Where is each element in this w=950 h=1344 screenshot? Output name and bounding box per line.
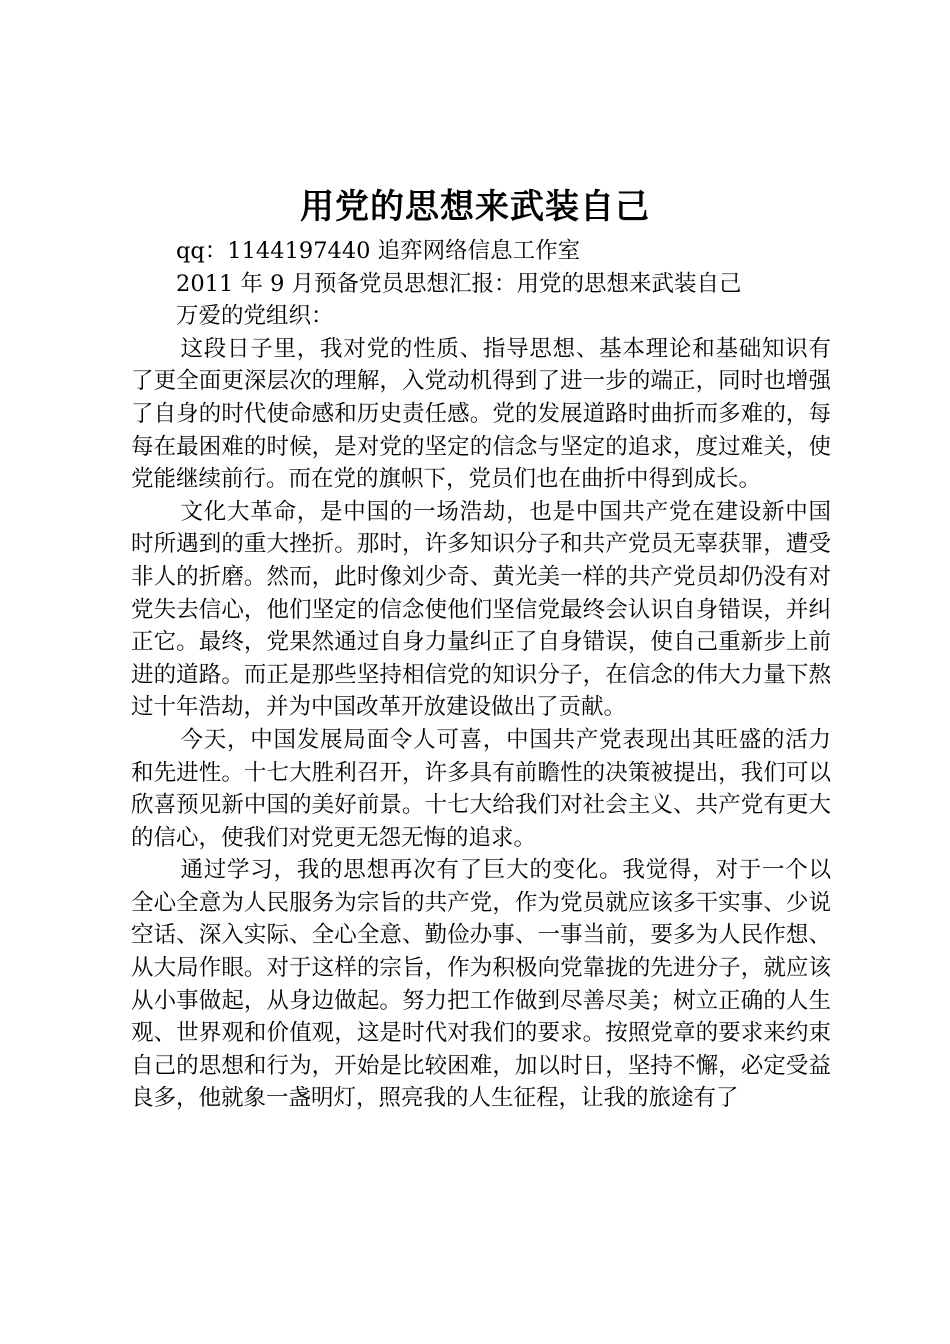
document-title: 用党的思想来武装自己 <box>300 187 650 227</box>
contact-line: qq：1144197440 追弈网络信息工作室 <box>176 238 581 264</box>
paragraph: 今天，中国发展局面令人可喜，中国共产党表现出其旺盛的活力和先进性。十七大胜利召开，许多具有前瞻性的决策被提出，我们可以欣喜预见新中国的美好前景。十七大给我们对社会主义、共产党有更大的信心，使我们对党更无怨无悔的追求。 <box>131 726 831 851</box>
paragraph: 文化大革命，是中国的一场浩劫，也是中国共产党在建设新中国时所遇到的重大挫折。那时，许多知识分子和共产党员无辜获罪，遭受非人的折磨。然而，此时像刘少奇、黄光美一样的共产党员却仍没有对党失去信心，他们坚定的信念使他们坚信党最终会认识自身错误，并纠正它。最终，党果然通过自身力量纠正了自身错误，使自己重新步上前进的道路。而正是那些坚持相信党的知识分子，在信念的伟大力量下熬过十年浩劫，并为中国改革开放建设做出了贡献。 <box>131 498 831 721</box>
paragraph: 这段日子里，我对党的性质、指导思想、基本理论和基础知识有了更全面更深层次的理解，入党动机得到了进一步的端正，同时也增强了自身的时代使命感和历史责任感。党的发展道路时曲折而多难的，每每在最困难的时候，是对党的坚定的信念与坚定的追求，度过难关，使党能继续前行。而在党的旗帜下，党员们也在曲折中得到成长。 <box>131 335 831 493</box>
paragraph: 通过学习，我的思想再次有了巨大的变化。我觉得，对于一个以全心全意为人民服务为宗旨的共产党，作为党员就应该多干实事、少说空话、深入实际、全心全意、勤俭办事、一事当前，要多为人民作想、从大局作眼。对于这样的宗旨，作为积极向党靠拢的先进分子，就应该从小事做起，从身边做起。努力把工作做到尽善尽美；树立正确的人生观、世界观和价值观，这是时代对我们的要求。按照党章的要求来约束自己的思想和行为，开始是比较困难，加以时日，坚持不懈，必定受益良多，他就象一盏明灯，照亮我的人生征程，让我的旅途有了 <box>131 857 831 1112</box>
salutation: 万爱的党组织： <box>176 303 334 330</box>
document-body <box>131 235 831 1115</box>
report-subtitle: 2011 年 9 月预备党员思想汇报：用党的思想来武装自己 <box>176 270 742 297</box>
